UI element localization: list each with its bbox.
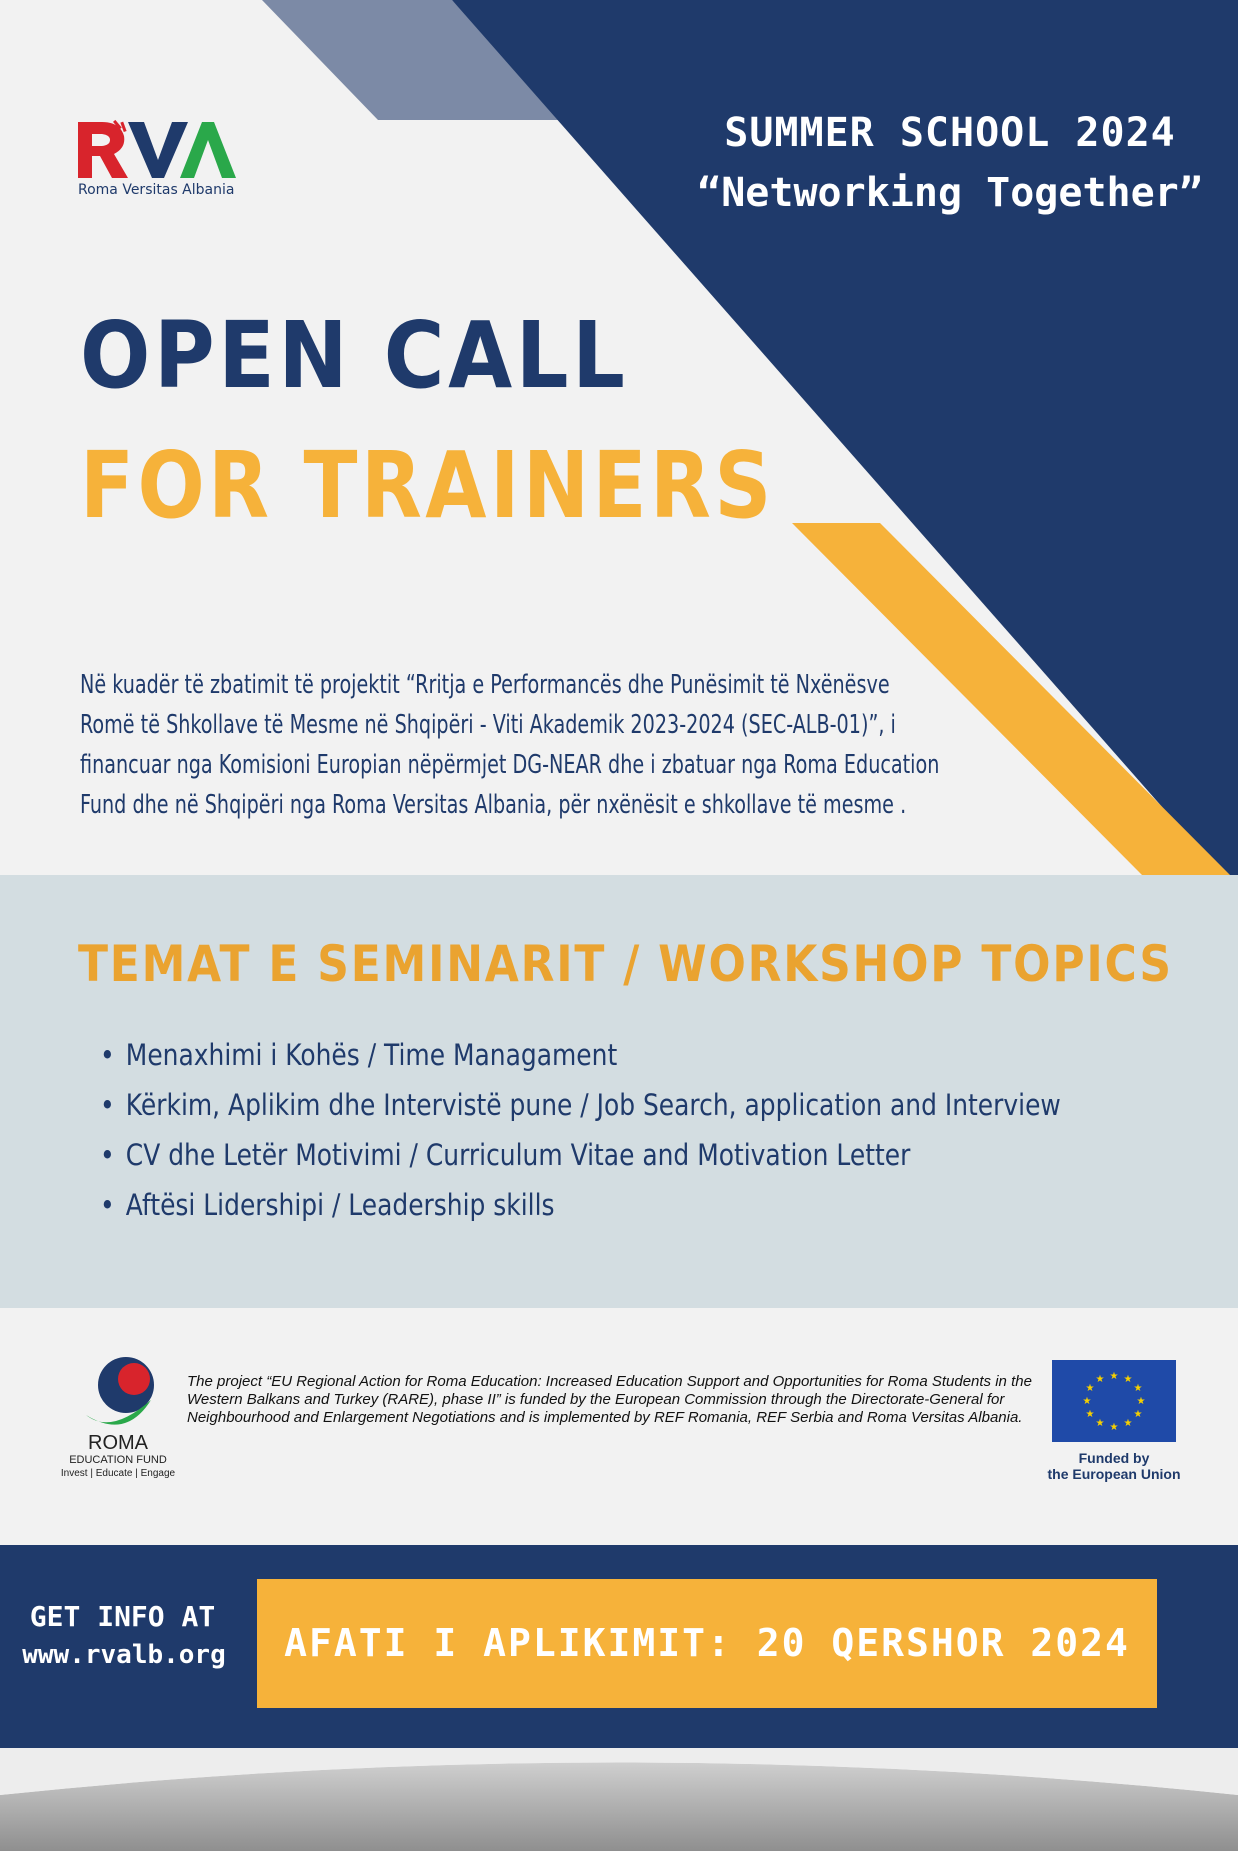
bullet-icon: • — [100, 1188, 115, 1222]
topic-label: Kërkim, Aplikim dhe Intervistë pune / Job Search, application and Interview — [125, 1088, 1061, 1122]
svg-text:★: ★ — [1133, 1383, 1143, 1394]
svg-text:★: ★ — [1136, 1396, 1146, 1407]
topic-item — [100, 1180, 1061, 1230]
topic-label: Menaxhimi i Kohës / Time Managament — [125, 1038, 618, 1072]
headline-open-call: OPEN CALL — [80, 302, 629, 409]
info-label: GET INFO AT — [29, 1600, 216, 1633]
topic-item — [100, 1130, 1061, 1180]
eu-caption — [1030, 1450, 1198, 1482]
intro-paragraph: Në kuadër të zbatimit të projektit “Rritja e Performancës dhe Punësimit të Nxënësve Romë të Shkollave të Mesme në Shqipëri - Viti Akademik 2023-2024 (SEC-ALB-01)”, i financuar nga Komisioni Europian nëpërmjet DG-NEAR dhe i zbatuar nga Roma Education Fund dhe në Shqipëri nga Roma Versitas Albania, për nxënësit e shkollave të mesme . — [80, 670, 940, 820]
topic-item — [100, 1080, 1061, 1130]
topic-label: Aftësi Lidershipi / Leadership skills — [125, 1188, 555, 1222]
eu-flag-icon — [1052, 1360, 1176, 1442]
topics-heading: TEMAT E SEMINARIT / WORKSHOP TOPICS — [78, 935, 1173, 993]
event-title: SUMMER SCHOOL 2024 — [724, 110, 1176, 156]
ref-tagline: Invest | Educate | Engage — [60, 1468, 176, 1479]
event-subtitle: “Networking Together” — [697, 170, 1203, 216]
ref-name: ROMA — [88, 1432, 148, 1454]
bullet-icon: • — [100, 1088, 115, 1122]
svg-text:★: ★ — [1109, 1422, 1119, 1433]
ref-subtitle: EDUCATION FUND — [69, 1454, 167, 1466]
topic-item — [100, 1030, 1061, 1080]
svg-text:★: ★ — [1082, 1396, 1092, 1407]
svg-text:★: ★ — [1095, 1418, 1105, 1429]
svg-text:★: ★ — [1123, 1418, 1133, 1429]
svg-text:★: ★ — [1109, 1371, 1119, 1382]
project-note: The project “EU Regional Action for Roma Education: Increased Education Support and Opportunities for Roma Students in the Western Balkans and Turkey (RARE), phase II” is funded by the European Commission through the Directorate-General for Neighbourhood and Enlargement Negotiations and is implemented by REF Romania, REF Serbia and Roma Versitas Albania. — [187, 1373, 1032, 1426]
rva-logo-name: Roma Versitas Albania — [78, 182, 235, 198]
eu-caption-line2: the European Union — [1047, 1466, 1181, 1482]
svg-text:★: ★ — [1133, 1409, 1143, 1420]
bullet-icon: • — [100, 1038, 115, 1072]
svg-text:★: ★ — [1123, 1374, 1133, 1385]
deadline-text: AFATI I APLIKIMIT: 20 QERSHOR 2024 — [284, 1621, 1130, 1665]
svg-text:★: ★ — [1095, 1374, 1105, 1385]
svg-text:★: ★ — [1085, 1409, 1095, 1420]
svg-text:★: ★ — [1085, 1383, 1095, 1394]
headline-for-trainers: FOR TRAINERS — [80, 432, 775, 539]
info-url-link[interactable]: www.rvalb.org — [22, 1640, 226, 1670]
eu-caption-line1: Funded by — [1078, 1450, 1150, 1466]
topics-list — [100, 1030, 1217, 1230]
topic-label: CV dhe Letër Motivimi / Curriculum Vitae and Motivation Letter — [125, 1138, 911, 1172]
bullet-icon: • — [100, 1138, 115, 1172]
